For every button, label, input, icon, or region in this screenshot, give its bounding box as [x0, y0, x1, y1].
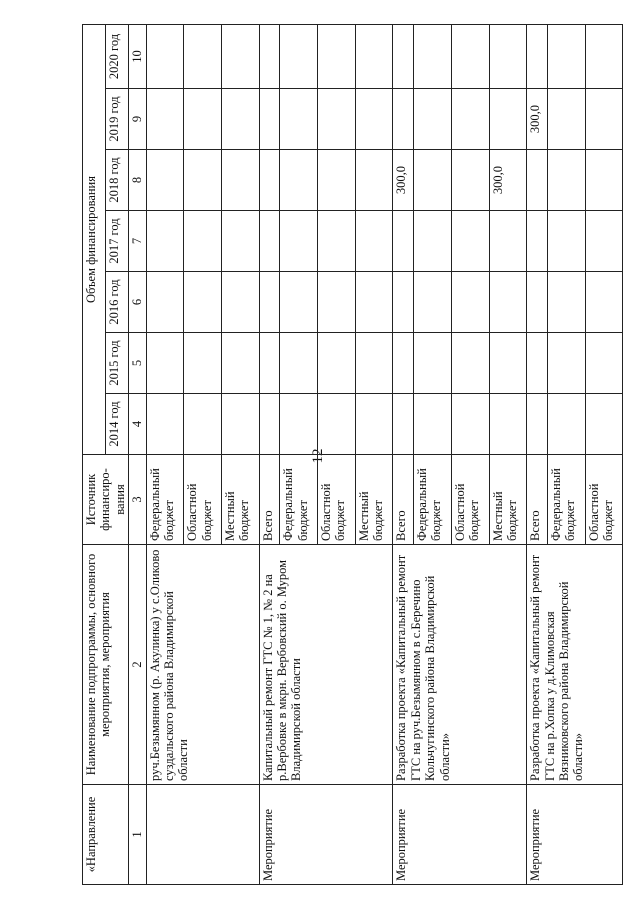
- cell-amount: [318, 394, 356, 455]
- cell-amount: [393, 333, 414, 394]
- cell-amount: [527, 333, 548, 394]
- cell-amount: [355, 24, 393, 88]
- column-number: 3: [129, 455, 146, 545]
- cell-amount: [393, 89, 414, 150]
- cell-amount: [184, 211, 222, 272]
- header-year: 2014 год: [106, 394, 129, 455]
- cell-amount: [451, 24, 489, 88]
- cell-amount: [280, 394, 318, 455]
- column-number: 5: [129, 333, 146, 394]
- cell-amount: [184, 333, 222, 394]
- cell-amount: [318, 24, 356, 88]
- cell-amount: [355, 211, 393, 272]
- header-year: 2020 год: [106, 24, 129, 88]
- cell-amount: [259, 211, 280, 272]
- cell-amount: [318, 150, 356, 211]
- cell-direction: Мероприятие: [527, 785, 623, 885]
- cell-funding-source: Местный бюджет: [355, 455, 393, 545]
- cell-funding-source: Всего: [259, 455, 280, 545]
- column-number: 4: [129, 394, 146, 455]
- cell-amount: [280, 211, 318, 272]
- cell-amount: [547, 24, 585, 88]
- cell-amount: [489, 89, 527, 150]
- cell-amount: [451, 150, 489, 211]
- column-number: 10: [129, 24, 146, 88]
- cell-amount: [259, 272, 280, 333]
- cell-amount: [259, 150, 280, 211]
- cell-amount: [280, 24, 318, 88]
- cell-amount: [318, 333, 356, 394]
- cell-amount: [259, 89, 280, 150]
- cell-amount: [318, 89, 356, 150]
- cell-amount: [318, 272, 356, 333]
- cell-funding-source: Федеральный бюджет: [280, 455, 318, 545]
- column-number: 2: [129, 545, 146, 785]
- cell-direction: [146, 785, 259, 885]
- cell-amount: [393, 24, 414, 88]
- cell-amount: [393, 211, 414, 272]
- cell-amount: 300,0: [393, 150, 414, 211]
- cell-funding-source: Всего: [393, 455, 414, 545]
- cell-amount: [355, 89, 393, 150]
- financing-table: [82, 24, 623, 885]
- cell-funding-source: Федеральный бюджет: [146, 455, 184, 545]
- cell-amount: [221, 394, 259, 455]
- cell-amount: [414, 150, 452, 211]
- cell-funding-source: Федеральный бюджет: [414, 455, 452, 545]
- cell-amount: [489, 272, 527, 333]
- cell-amount: [547, 394, 585, 455]
- cell-amount: [585, 333, 623, 394]
- table-row: [146, 24, 184, 884]
- column-number-row: [129, 24, 146, 884]
- cell-amount: [146, 24, 184, 88]
- cell-amount: [221, 272, 259, 333]
- cell-amount: [585, 89, 623, 150]
- cell-amount: [280, 89, 318, 150]
- cell-activity-name: Капитальный ремонт ГТС № 1, № 2 на р.Вербовке в мкрн. Вербовский о. Муром Владимирской области: [259, 545, 393, 785]
- cell-amount: [259, 333, 280, 394]
- cell-amount: [146, 394, 184, 455]
- cell-amount: [414, 272, 452, 333]
- cell-amount: [280, 150, 318, 211]
- cell-amount: [355, 272, 393, 333]
- cell-amount: [547, 211, 585, 272]
- cell-amount: [146, 211, 184, 272]
- cell-amount: [547, 333, 585, 394]
- cell-amount: [547, 89, 585, 150]
- cell-amount: [527, 394, 548, 455]
- header-year: 2016 год: [106, 272, 129, 333]
- cell-amount: [585, 150, 623, 211]
- cell-funding-source: Областной бюджет: [451, 455, 489, 545]
- header-year: 2017 год: [106, 211, 129, 272]
- rotated-table-container: [82, 25, 615, 885]
- cell-amount: [527, 150, 548, 211]
- cell-activity-name: Разработка проекта «Капитальный ремонт ГТС на руч.Безымянном в с.Беречино Кольчугинского района Владимирской области»: [393, 545, 527, 785]
- cell-amount: [184, 24, 222, 88]
- table-row: [393, 24, 414, 884]
- cell-funding-source: Областной бюджет: [318, 455, 356, 545]
- cell-amount: 300,0: [489, 150, 527, 211]
- header-source: Источник финансиро-вания: [83, 455, 129, 545]
- cell-funding-source: Областной бюджет: [184, 455, 222, 545]
- cell-amount: [184, 89, 222, 150]
- header-name: Наименование подпрограммы, основного мероприятия, мероприятия: [83, 545, 129, 785]
- cell-amount: [585, 272, 623, 333]
- cell-amount: [585, 24, 623, 88]
- cell-amount: [221, 150, 259, 211]
- page-number: 12: [310, 448, 326, 464]
- cell-amount: [414, 211, 452, 272]
- cell-amount: [451, 333, 489, 394]
- cell-amount: [259, 394, 280, 455]
- cell-amount: 300,0: [527, 89, 548, 150]
- cell-activity-name: Разработка проекта «Капитальный ремонт ГТС на р.Хопка у д.Климовская Вязниковского района Владимирской области»: [527, 545, 623, 785]
- header-year: 2018 год: [106, 150, 129, 211]
- cell-amount: [184, 272, 222, 333]
- cell-amount: [146, 150, 184, 211]
- cell-amount: [221, 333, 259, 394]
- cell-activity-name: руч.Безымянном (р. Акулинка) у с.Оликово суздальского района Владимирской области: [146, 545, 259, 785]
- cell-amount: [414, 333, 452, 394]
- cell-amount: [585, 394, 623, 455]
- cell-funding-source: Федеральный бюджет: [547, 455, 585, 545]
- cell-funding-source: Местный бюджет: [221, 455, 259, 545]
- cell-amount: [280, 272, 318, 333]
- cell-amount: [146, 272, 184, 333]
- table-row: [259, 24, 280, 884]
- column-number: 7: [129, 211, 146, 272]
- cell-amount: [547, 272, 585, 333]
- cell-amount: [146, 89, 184, 150]
- cell-funding-source: Всего: [527, 455, 548, 545]
- cell-funding-source: Областной бюджет: [585, 455, 623, 545]
- cell-direction: Мероприятие: [393, 785, 527, 885]
- cell-amount: [414, 394, 452, 455]
- cell-amount: [393, 272, 414, 333]
- cell-amount: [355, 150, 393, 211]
- cell-funding-source: Местный бюджет: [489, 455, 527, 545]
- cell-amount: [221, 24, 259, 88]
- cell-amount: [259, 24, 280, 88]
- cell-amount: [184, 394, 222, 455]
- header-direction: «Направление: [83, 785, 129, 885]
- cell-amount: [318, 211, 356, 272]
- cell-amount: [280, 333, 318, 394]
- header-volume: Объем финансирования: [83, 24, 106, 454]
- cell-amount: [489, 394, 527, 455]
- cell-amount: [414, 89, 452, 150]
- table-row: [527, 24, 548, 884]
- cell-amount: [585, 211, 623, 272]
- cell-amount: [489, 211, 527, 272]
- cell-amount: [527, 211, 548, 272]
- cell-amount: [527, 24, 548, 88]
- column-number: 1: [129, 785, 146, 885]
- cell-amount: [527, 272, 548, 333]
- column-number: 8: [129, 150, 146, 211]
- cell-amount: [451, 394, 489, 455]
- table-head: [83, 24, 147, 884]
- header-year: 2019 год: [106, 89, 129, 150]
- cell-amount: [146, 333, 184, 394]
- cell-amount: [451, 89, 489, 150]
- cell-amount: [355, 333, 393, 394]
- table-body: [146, 24, 623, 884]
- cell-amount: [451, 272, 489, 333]
- column-number: 9: [129, 89, 146, 150]
- cell-direction: Мероприятие: [259, 785, 393, 885]
- cell-amount: [221, 89, 259, 150]
- cell-amount: [547, 150, 585, 211]
- column-number: 6: [129, 272, 146, 333]
- cell-amount: [184, 150, 222, 211]
- header-year: 2015 год: [106, 333, 129, 394]
- cell-amount: [221, 211, 259, 272]
- cell-amount: [489, 24, 527, 88]
- header-row-main: [83, 24, 106, 884]
- cell-amount: [414, 24, 452, 88]
- cell-amount: [489, 333, 527, 394]
- cell-amount: [451, 211, 489, 272]
- cell-amount: [393, 394, 414, 455]
- cell-amount: [355, 394, 393, 455]
